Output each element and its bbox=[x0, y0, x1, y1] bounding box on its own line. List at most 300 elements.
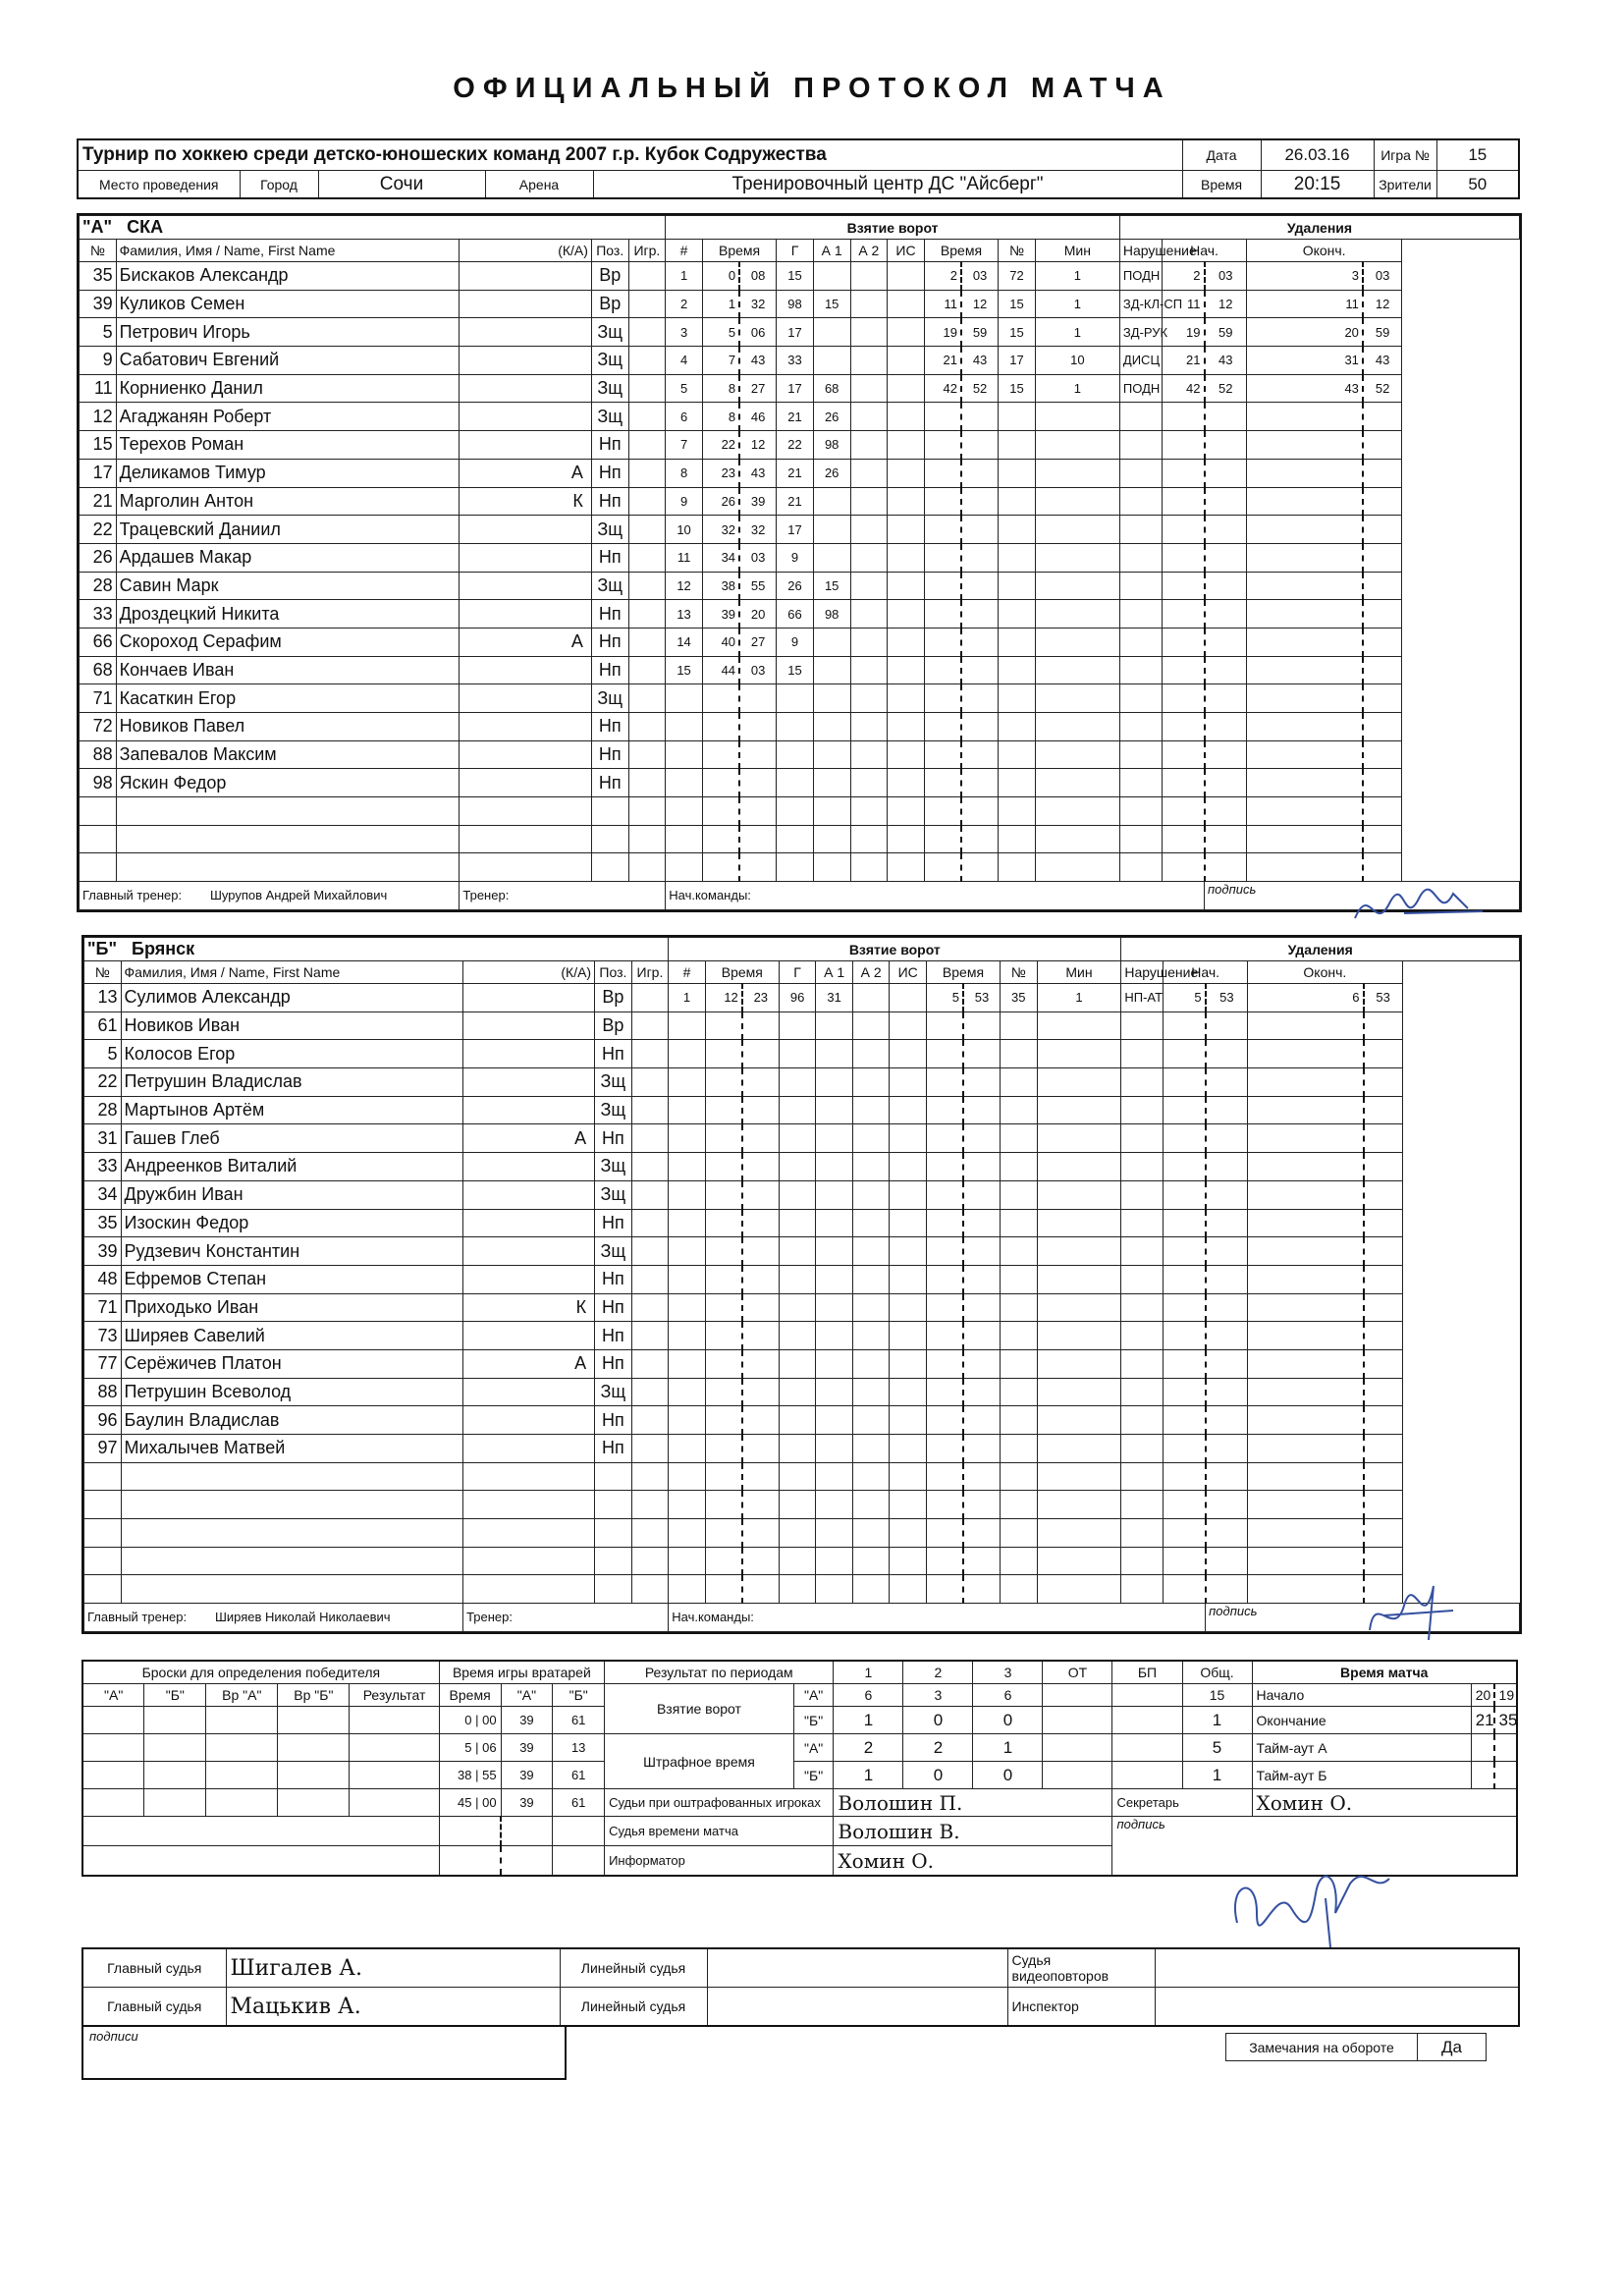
player-played bbox=[631, 1519, 669, 1548]
goal-sec bbox=[742, 1293, 780, 1322]
signatures-box bbox=[81, 2027, 567, 2080]
pen-violation bbox=[1121, 1237, 1164, 1266]
goal-sec bbox=[742, 1011, 780, 1040]
penalties-header: Удаления bbox=[1119, 216, 1519, 240]
team-name: Брянск bbox=[132, 939, 195, 958]
pen-minutes bbox=[1035, 769, 1119, 797]
pen-end-sec bbox=[1363, 600, 1402, 629]
goal-a1 bbox=[816, 1349, 853, 1378]
player-ka bbox=[463, 1406, 595, 1435]
player-pos: Нп bbox=[591, 431, 628, 460]
pen-violation bbox=[1121, 1011, 1164, 1040]
pen-sec bbox=[963, 1265, 1001, 1293]
player-name bbox=[121, 1491, 463, 1519]
player-name: Дружбин Иван bbox=[121, 1180, 463, 1209]
pen-player bbox=[1001, 1491, 1038, 1519]
pen-start-sec bbox=[1206, 1209, 1248, 1237]
pen-end-sec bbox=[1363, 740, 1402, 769]
pen-start-min bbox=[1162, 487, 1204, 516]
gk-a: 39 bbox=[501, 1762, 553, 1789]
p1-header: 1 bbox=[834, 1661, 903, 1684]
goal-sec bbox=[739, 740, 777, 769]
goal-a1: 15 bbox=[813, 572, 850, 600]
pen-end-min bbox=[1247, 825, 1363, 853]
col-goal-num: # bbox=[666, 240, 703, 262]
goal-min: 34 bbox=[702, 543, 739, 572]
pen-minutes bbox=[1035, 572, 1119, 600]
pen-start-min bbox=[1162, 459, 1204, 487]
team-sign-label: подпись bbox=[1205, 882, 1520, 910]
player-pos: Зщ bbox=[595, 1153, 632, 1181]
player-pos: Нп bbox=[591, 740, 628, 769]
goal-scorer bbox=[779, 1209, 816, 1237]
goal-min bbox=[705, 1180, 742, 1209]
goal-a2 bbox=[850, 516, 888, 544]
pen-end-min bbox=[1248, 1378, 1364, 1406]
player-row bbox=[80, 290, 1520, 318]
goal-a1 bbox=[816, 1153, 853, 1181]
pen-violation bbox=[1121, 1265, 1164, 1293]
player-name: Рудзевич Константин bbox=[121, 1237, 463, 1266]
player-row bbox=[84, 984, 1520, 1012]
gk-time: 5 | 06 bbox=[439, 1734, 501, 1762]
player-ka bbox=[463, 984, 595, 1012]
pen-sec bbox=[963, 1462, 1001, 1491]
pen-violation bbox=[1119, 487, 1162, 516]
goal-scorer: 96 bbox=[779, 984, 816, 1012]
goal-num bbox=[666, 853, 703, 882]
arena-value: Тренировочный центр ДС "Айсберг" bbox=[593, 171, 1182, 199]
goal-sec bbox=[739, 825, 777, 853]
pen-sec bbox=[963, 1096, 1001, 1124]
goal-scorer bbox=[779, 1153, 816, 1181]
player-row bbox=[84, 1322, 1520, 1350]
goal-sec bbox=[742, 1519, 780, 1548]
pen-end-sec: 43 bbox=[1363, 347, 1402, 375]
player-row bbox=[80, 318, 1520, 347]
video-judge-label: Судья видеоповторов bbox=[1007, 1948, 1155, 1988]
pen-minutes bbox=[1037, 1068, 1121, 1097]
goal-sec: 03 bbox=[739, 543, 777, 572]
player-row bbox=[84, 1209, 1520, 1237]
player-number: 15 bbox=[80, 431, 117, 460]
col-pen-viol: Нарушение bbox=[1119, 240, 1162, 262]
pen-min bbox=[926, 1349, 963, 1378]
so-gk-b: Вр "Б" bbox=[278, 1684, 350, 1707]
goal-is bbox=[888, 516, 925, 544]
goal-a2 bbox=[852, 1096, 890, 1124]
linesman-1 bbox=[707, 1948, 1007, 1988]
goal-sec bbox=[739, 797, 777, 826]
player-pos: Нп bbox=[591, 459, 628, 487]
pen-player bbox=[1001, 1096, 1038, 1124]
pen-end-sec bbox=[1364, 1096, 1403, 1124]
goal-a2 bbox=[850, 628, 888, 656]
p3-header: 3 bbox=[973, 1661, 1043, 1684]
goal-scorer bbox=[779, 1349, 816, 1378]
player-row bbox=[80, 572, 1520, 600]
goal-scorer bbox=[779, 1491, 816, 1519]
pen-start-sec bbox=[1206, 1293, 1248, 1322]
goal-num bbox=[669, 1519, 706, 1548]
so-gk-a: Вр "А" bbox=[206, 1684, 278, 1707]
goal-a2 bbox=[850, 740, 888, 769]
goal-min bbox=[702, 740, 739, 769]
pen-violation bbox=[1121, 1547, 1164, 1575]
pen-min bbox=[926, 1011, 963, 1040]
pen-minutes bbox=[1037, 1180, 1121, 1209]
secretary-signature bbox=[1218, 1854, 1414, 1952]
pen-player bbox=[1001, 1462, 1038, 1491]
pen-violation bbox=[1119, 628, 1162, 656]
goal-scorer: 98 bbox=[777, 290, 814, 318]
venue-label: Место проведения bbox=[78, 171, 240, 199]
goal-min bbox=[702, 684, 739, 713]
goal-a1 bbox=[816, 1519, 853, 1548]
player-played bbox=[628, 487, 666, 516]
gk-time-min: 0 bbox=[464, 1713, 472, 1727]
pen-end-min bbox=[1248, 1011, 1364, 1040]
pen-min bbox=[924, 516, 961, 544]
player-row bbox=[80, 825, 1520, 853]
player-name: Запевалов Максим bbox=[116, 740, 460, 769]
pen-end-min bbox=[1247, 797, 1363, 826]
pen-minutes bbox=[1035, 431, 1119, 460]
player-ka bbox=[460, 516, 592, 544]
pen-player bbox=[1001, 1547, 1038, 1575]
player-pos: Нп bbox=[595, 1322, 632, 1350]
goal-scorer: 15 bbox=[777, 262, 814, 291]
pen-start-sec bbox=[1205, 516, 1247, 544]
team-sign-label: подпись bbox=[1206, 1604, 1520, 1632]
pen-min bbox=[926, 1180, 963, 1209]
player-ka bbox=[460, 403, 592, 431]
spectators-value: 50 bbox=[1436, 171, 1519, 199]
goal-min bbox=[702, 825, 739, 853]
pen-start-min bbox=[1164, 1096, 1206, 1124]
head-referee-2: Мацькив А. bbox=[226, 1988, 560, 2027]
goal-is bbox=[888, 853, 925, 882]
team-b-signature bbox=[1355, 1571, 1473, 1650]
player-number bbox=[80, 825, 117, 853]
goal-sec bbox=[742, 1406, 780, 1435]
pen-end-sec bbox=[1364, 1322, 1403, 1350]
goal-sec: 27 bbox=[739, 374, 777, 403]
player-played bbox=[628, 600, 666, 629]
pen-player bbox=[1001, 1435, 1038, 1463]
period-cell: 2 bbox=[903, 1734, 973, 1762]
player-played bbox=[631, 1293, 669, 1322]
goal-a1 bbox=[813, 825, 850, 853]
pen-minutes bbox=[1037, 1040, 1121, 1068]
pen-start-min: 2 bbox=[1162, 262, 1204, 291]
pen-end-sec bbox=[1364, 1462, 1403, 1491]
goal-a1 bbox=[813, 516, 850, 544]
col-pen-min: Мин bbox=[1035, 240, 1119, 262]
pen-minutes bbox=[1035, 459, 1119, 487]
pen-sec bbox=[963, 1293, 1001, 1322]
pen-start-sec bbox=[1206, 1180, 1248, 1209]
pen-start-min: 19 bbox=[1162, 318, 1204, 347]
pen-player bbox=[999, 684, 1036, 713]
pen-start-min bbox=[1164, 1068, 1206, 1097]
head-coach-label: Главный тренер: bbox=[82, 888, 183, 903]
goal-min: 1 bbox=[702, 290, 739, 318]
goal-a2 bbox=[852, 1237, 890, 1266]
pen-start-min bbox=[1164, 1575, 1206, 1604]
pen-end-min bbox=[1247, 572, 1363, 600]
player-pos: Зщ bbox=[591, 684, 628, 713]
player-row bbox=[80, 347, 1520, 375]
period-cell bbox=[1112, 1707, 1182, 1734]
match-time-label: Тайм-аут А bbox=[1252, 1734, 1471, 1762]
pen-sec bbox=[963, 1378, 1001, 1406]
pen-player bbox=[999, 713, 1036, 741]
goal-scorer bbox=[777, 740, 814, 769]
gk-time: 38 | 55 bbox=[439, 1762, 501, 1789]
goal-sec: 32 bbox=[739, 290, 777, 318]
pen-sec: 43 bbox=[961, 347, 999, 375]
player-number: 5 bbox=[80, 318, 117, 347]
goal-is bbox=[890, 1209, 927, 1237]
player-pos: Зщ bbox=[591, 318, 628, 347]
player-played bbox=[631, 1575, 669, 1604]
pen-start-min bbox=[1162, 769, 1204, 797]
player-number bbox=[84, 1491, 122, 1519]
player-name: Сулимов Александр bbox=[121, 984, 463, 1012]
pen-end-min: 6 bbox=[1248, 984, 1364, 1012]
player-number: 22 bbox=[84, 1068, 122, 1097]
player-name: Гашев Глеб bbox=[121, 1124, 463, 1153]
pen-player bbox=[999, 628, 1036, 656]
pen-violation: ПОДН bbox=[1119, 374, 1162, 403]
pen-start-sec bbox=[1206, 1096, 1248, 1124]
head-coach-name: Ширяев Николай Николаевич bbox=[215, 1610, 391, 1625]
pen-player bbox=[999, 487, 1036, 516]
goal-is bbox=[890, 1068, 927, 1097]
head-coach-label: Главный тренер: bbox=[87, 1610, 188, 1625]
goal-is bbox=[888, 347, 925, 375]
col-pen-time: Время bbox=[926, 961, 1000, 984]
col-pen-start: Нач. bbox=[1162, 240, 1246, 262]
goal-a1 bbox=[816, 1575, 853, 1604]
col-pen-no: № bbox=[1001, 961, 1038, 984]
player-played bbox=[631, 1124, 669, 1153]
pen-end-sec bbox=[1364, 1011, 1403, 1040]
player-name: Новиков Павел bbox=[116, 713, 460, 741]
goal-is bbox=[888, 684, 925, 713]
col-pen-time: Время bbox=[924, 240, 998, 262]
pen-start-sec bbox=[1206, 1237, 1248, 1266]
player-ka bbox=[463, 1435, 595, 1463]
goal-is bbox=[890, 1435, 927, 1463]
player-ka bbox=[463, 1462, 595, 1491]
goal-a2 bbox=[852, 1293, 890, 1322]
pen-violation bbox=[1121, 1322, 1164, 1350]
pen-sec bbox=[961, 431, 999, 460]
pen-end-min bbox=[1247, 516, 1363, 544]
pen-minutes bbox=[1037, 1209, 1121, 1237]
goal-a1 bbox=[813, 684, 850, 713]
periods-header: Результат по периодам bbox=[605, 1661, 834, 1684]
player-ka bbox=[463, 1575, 595, 1604]
player-name bbox=[121, 1519, 463, 1548]
player-ka bbox=[460, 262, 592, 291]
player-played bbox=[628, 628, 666, 656]
goal-num: 12 bbox=[666, 572, 703, 600]
player-pos: Нп bbox=[595, 1040, 632, 1068]
row-team: "Б" bbox=[793, 1762, 834, 1789]
player-ka bbox=[463, 1040, 595, 1068]
player-played bbox=[631, 984, 669, 1012]
player-name: Терехов Роман bbox=[116, 431, 460, 460]
pen-player bbox=[999, 656, 1036, 684]
col-no: № bbox=[84, 961, 122, 984]
goal-min: 22 bbox=[702, 431, 739, 460]
period-cell bbox=[1112, 1762, 1182, 1789]
goal-is bbox=[890, 1040, 927, 1068]
goal-scorer bbox=[779, 1435, 816, 1463]
pen-end-sec bbox=[1364, 1293, 1403, 1322]
gk-a: 39 bbox=[501, 1707, 553, 1734]
col-goal-time: Время bbox=[702, 240, 776, 262]
goal-scorer: 22 bbox=[777, 431, 814, 460]
linesman-label-1: Линейный судья bbox=[560, 1948, 707, 1988]
pen-sec bbox=[963, 1124, 1001, 1153]
pen-end-sec bbox=[1363, 628, 1402, 656]
player-played bbox=[631, 1491, 669, 1519]
player-number: 66 bbox=[80, 628, 117, 656]
goal-is bbox=[890, 1265, 927, 1293]
player-ka bbox=[463, 1322, 595, 1350]
player-number: 28 bbox=[80, 572, 117, 600]
player-row bbox=[84, 1378, 1520, 1406]
goal-num bbox=[669, 1575, 706, 1604]
pen-minutes bbox=[1037, 1237, 1121, 1266]
pen-minutes bbox=[1037, 1293, 1121, 1322]
pen-sec bbox=[961, 713, 999, 741]
pen-start-min bbox=[1164, 1406, 1206, 1435]
pen-violation bbox=[1119, 656, 1162, 684]
pen-violation bbox=[1119, 853, 1162, 882]
player-number: 97 bbox=[84, 1435, 122, 1463]
goal-num bbox=[669, 1406, 706, 1435]
pen-min bbox=[926, 1378, 963, 1406]
pen-start-sec bbox=[1205, 431, 1247, 460]
pen-start-sec bbox=[1206, 1040, 1248, 1068]
goal-scorer bbox=[779, 1575, 816, 1604]
pen-player: 15 bbox=[999, 290, 1036, 318]
goal-scorer bbox=[779, 1322, 816, 1350]
pen-min: 5 bbox=[926, 984, 963, 1012]
start-min: 19 bbox=[1494, 1684, 1517, 1707]
pen-violation bbox=[1119, 459, 1162, 487]
goal-a1 bbox=[816, 1435, 853, 1463]
goal-a2 bbox=[852, 1406, 890, 1435]
period-cell bbox=[1043, 1707, 1112, 1734]
goal-is bbox=[890, 1575, 927, 1604]
player-pos: Нп bbox=[591, 628, 628, 656]
goal-sec: 12 bbox=[739, 431, 777, 460]
pen-player bbox=[1001, 1124, 1038, 1153]
goal-num bbox=[669, 1435, 706, 1463]
player-played bbox=[631, 1435, 669, 1463]
player-name: Приходько Иван bbox=[121, 1293, 463, 1322]
player-pos: Зщ bbox=[591, 347, 628, 375]
pen-start-sec bbox=[1206, 1462, 1248, 1491]
goal-scorer: 33 bbox=[777, 347, 814, 375]
goal-scorer: 17 bbox=[777, 318, 814, 347]
pen-end-min bbox=[1247, 769, 1363, 797]
player-pos: Зщ bbox=[595, 1378, 632, 1406]
goal-a2 bbox=[852, 1322, 890, 1350]
player-row bbox=[80, 684, 1520, 713]
player-name: Петрович Игорь bbox=[116, 318, 460, 347]
goal-min bbox=[705, 1293, 742, 1322]
pen-end-min bbox=[1248, 1124, 1364, 1153]
pen-end-min bbox=[1247, 543, 1363, 572]
pen-minutes: 1 bbox=[1035, 374, 1119, 403]
player-name: Корниенко Данил bbox=[116, 374, 460, 403]
pen-min bbox=[924, 431, 961, 460]
col-goal-time: Время bbox=[705, 961, 779, 984]
player-pos bbox=[591, 853, 628, 882]
col-ka: (К/А) bbox=[463, 961, 595, 984]
player-pos: Зщ bbox=[591, 516, 628, 544]
player-number: 12 bbox=[80, 403, 117, 431]
pen-player bbox=[999, 853, 1036, 882]
player-pos: Вр bbox=[595, 984, 632, 1012]
gk-b-col: "Б" bbox=[553, 1684, 605, 1707]
pen-minutes bbox=[1037, 1491, 1121, 1519]
goal-a2 bbox=[852, 1209, 890, 1237]
pen-start-min bbox=[1162, 656, 1204, 684]
player-name bbox=[116, 797, 460, 826]
pen-min: 11 bbox=[924, 290, 961, 318]
player-number bbox=[80, 853, 117, 882]
player-name: Кончаев Иван bbox=[116, 656, 460, 684]
end-min: 35 bbox=[1494, 1707, 1517, 1734]
player-number: 71 bbox=[84, 1293, 122, 1322]
pen-end-sec: 59 bbox=[1363, 318, 1402, 347]
pen-minutes bbox=[1035, 403, 1119, 431]
pen-end-sec bbox=[1364, 1153, 1403, 1181]
pen-sec: 12 bbox=[961, 290, 999, 318]
goal-sec: 08 bbox=[739, 262, 777, 291]
col-goal-a2: А 2 bbox=[850, 240, 888, 262]
goal-is bbox=[888, 628, 925, 656]
pen-end-min: 43 bbox=[1247, 374, 1363, 403]
goal-a1 bbox=[813, 347, 850, 375]
player-played bbox=[631, 1096, 669, 1124]
goal-a2 bbox=[852, 1349, 890, 1378]
pen-start-min bbox=[1164, 1011, 1206, 1040]
player-ka: К bbox=[460, 487, 592, 516]
pen-player bbox=[1001, 1575, 1038, 1604]
goal-num: 1 bbox=[669, 984, 706, 1012]
player-row bbox=[84, 1011, 1520, 1040]
player-played bbox=[631, 1011, 669, 1040]
player-played bbox=[628, 431, 666, 460]
player-played bbox=[628, 318, 666, 347]
pen-start-min bbox=[1164, 1237, 1206, 1266]
goal-scorer bbox=[779, 1547, 816, 1575]
col-goal-g: Г bbox=[779, 961, 816, 984]
pen-start-sec bbox=[1206, 1349, 1248, 1378]
player-ka bbox=[463, 1068, 595, 1097]
goal-min: 40 bbox=[702, 628, 739, 656]
goal-a1: 31 bbox=[816, 984, 853, 1012]
